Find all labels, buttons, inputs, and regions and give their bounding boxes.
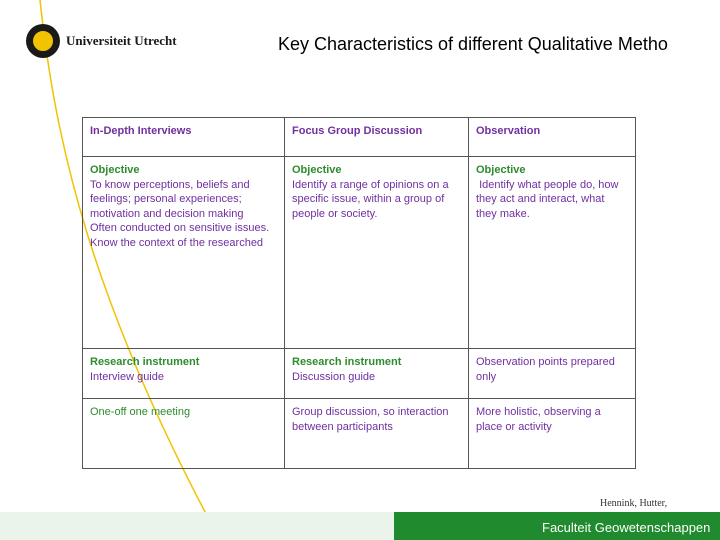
instrument-label: Research instrument xyxy=(292,356,402,368)
table-header-row xyxy=(83,118,636,157)
table-row-instrument xyxy=(83,349,636,399)
cell-instrument-observation xyxy=(469,349,636,399)
objective-text: Identify a range of opinions on a specific issue, within a group of people or society. xyxy=(292,178,449,220)
instrument-text: Interview guide xyxy=(90,370,164,383)
cell-objective-focus-group xyxy=(285,157,469,349)
table-row-setting xyxy=(83,399,636,469)
citation: Hennink, Hutter, xyxy=(600,498,668,509)
objective-text: To know perceptions, beliefs and feelings; personal experiences; motivation and decision making xyxy=(90,178,250,220)
header-observation: Observation xyxy=(469,118,636,157)
objective-label: Objective xyxy=(292,164,342,176)
objective-text: Often conducted on sensitive issues. xyxy=(90,222,270,234)
setting-text: More holistic, observing a place or activity xyxy=(476,406,601,433)
slide-title: Key Characteristics of different Qualitative Metho xyxy=(278,34,668,54)
methods-table xyxy=(82,117,636,469)
setting-text: One-off one meeting xyxy=(90,406,191,418)
objective-label: Objective xyxy=(476,164,526,176)
faculty-footer: Faculteit Geowetenschappen xyxy=(394,512,720,540)
instrument-text: Discussion guide xyxy=(292,370,376,383)
instrument-label: Research instrument xyxy=(90,356,200,368)
header-in-depth-interviews: In-Depth Interviews xyxy=(83,118,285,157)
cell-objective-observation xyxy=(469,157,636,349)
objective-text: Identify what people do, how they act and interact, what they make. xyxy=(476,178,622,220)
cell-setting-observation xyxy=(469,399,636,469)
instrument-text: Observation points prepared only xyxy=(476,356,615,383)
logo-text: Universiteit Utrecht xyxy=(66,33,177,48)
setting-text: Group discussion, so interaction between participants xyxy=(292,406,449,433)
cell-setting-interviews xyxy=(83,399,285,469)
cell-objective-interviews xyxy=(83,157,285,349)
table-row-objective xyxy=(83,157,636,349)
sun-seal-icon xyxy=(26,24,60,58)
objective-text: Know the context of the researched xyxy=(90,236,264,249)
cell-instrument-focus-group xyxy=(285,349,469,399)
objective-label: Objective xyxy=(90,164,140,176)
header-focus-group: Focus Group Discussion xyxy=(285,118,469,157)
cell-instrument-interviews xyxy=(83,349,285,399)
cell-setting-focus-group xyxy=(285,399,469,469)
university-logo xyxy=(26,24,177,58)
